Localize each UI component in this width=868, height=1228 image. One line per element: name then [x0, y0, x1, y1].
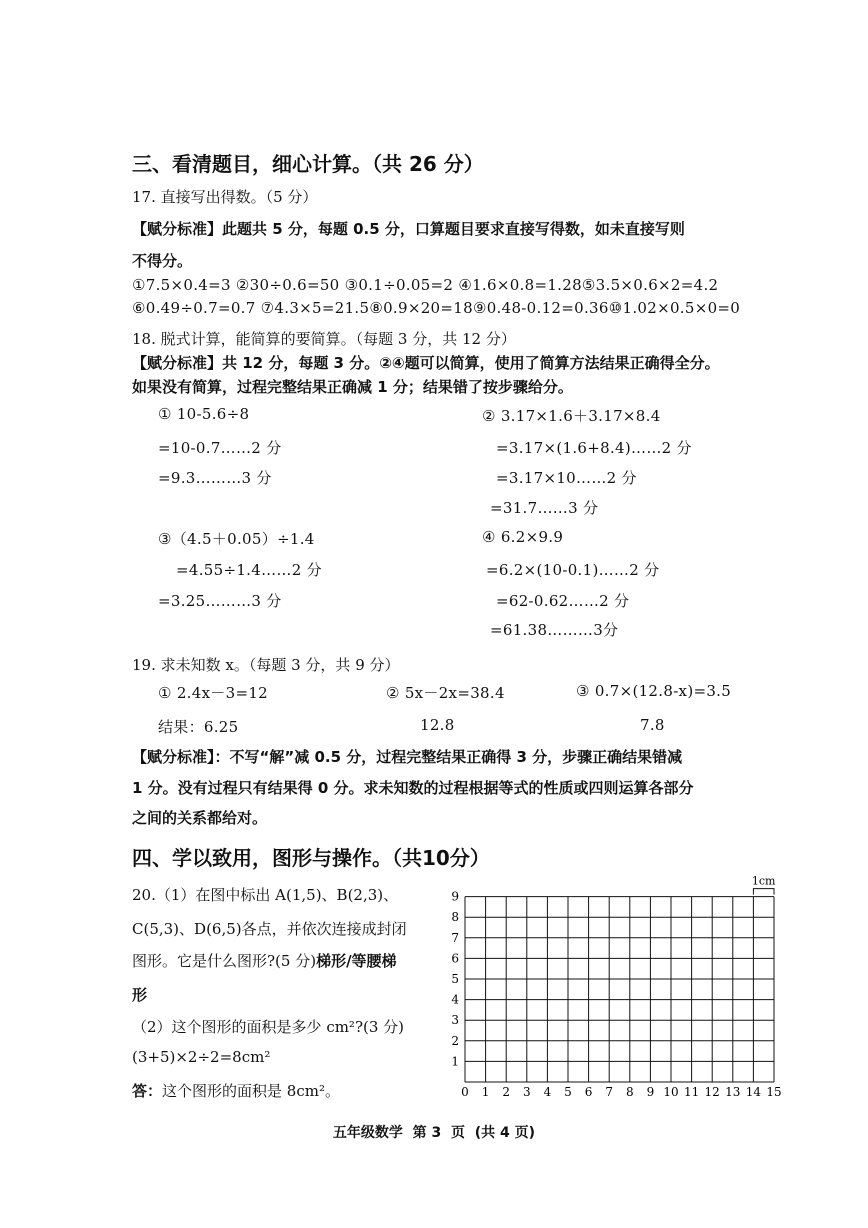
x-tick-label: 12 [704, 1085, 720, 1099]
q17-title: 17. 直接写出得数。（5 分） [132, 188, 318, 206]
q19-eq1: ① 2.4x－3=12 [158, 684, 269, 702]
x-tick-label: 5 [564, 1085, 572, 1099]
x-tick-label: 2 [502, 1085, 511, 1099]
q18-p2-line1: ② 3.17×1.6＋3.17×8.4 [482, 407, 661, 425]
q20-line3-text: 图形。它是什么图形?(5 分) [132, 952, 317, 970]
x-tick-label: 3 [522, 1085, 531, 1099]
q19-result-1: 结果：6.25 [158, 718, 239, 736]
x-tick-label: 14 [745, 1085, 762, 1099]
q17-standard-line2: 不得分。 [132, 252, 193, 270]
q19-eq3: ③ 0.7×(12.8-x)=3.5 [576, 682, 732, 700]
y-tick-label: 6 [451, 951, 459, 966]
x-tick-label: 13 [725, 1085, 741, 1099]
q18-title: 18. 脱式计算，能简算的要简算。（每题 3 分，共 12 分） [132, 330, 516, 348]
q18-p2-line4: =31.7……3 分 [490, 499, 599, 517]
coordinate-grid [440, 870, 800, 1110]
q19-standard-line1: 【赋分标准】：不写“解”减 0.5 分，过程完整结果正确得 3 分，步骤正确结果错减 [132, 748, 683, 766]
x-tick-label: 8 [625, 1085, 634, 1099]
q18-p3-line3: =3.25………3 分 [158, 592, 282, 610]
x-tick-label: 11 [683, 1085, 700, 1099]
section-4-title: 四、学以致用，图形与操作。（共10分） [132, 846, 490, 870]
q19-result-3: 7.8 [640, 716, 665, 734]
y-tick-label: 4 [451, 992, 459, 1007]
q20-answer-text: 这个图形的面积是 8cm²。 [162, 1082, 340, 1100]
q20-answer-line [132, 1080, 340, 1101]
q20-answer-label: 答： [132, 1082, 163, 1100]
q18-p4-line3: =62-0.62……2 分 [496, 592, 630, 610]
x-tick-label: 15 [766, 1085, 782, 1099]
y-tick-label: 2 [451, 1033, 459, 1048]
section-3-title: 三、看清题目，细心计算。（共 26 分） [132, 152, 484, 176]
q19-standard-line3: 之间的关系都给对。 [132, 809, 268, 827]
x-tick-label: 9 [646, 1085, 655, 1099]
scale-label: 1cm [751, 874, 776, 888]
x-tick-label: 6 [584, 1085, 593, 1099]
x-tick-label: 1 [481, 1085, 490, 1099]
q20-shape-answer: 梯形/等腰梯 [316, 952, 397, 970]
q19-result-2: 12.8 [420, 716, 455, 734]
q18-p1-line2: =10-0.7……2 分 [158, 439, 282, 457]
q18-p3-line2: =4.55÷1.4……2 分 [176, 561, 322, 579]
y-tick-label: 7 [451, 930, 459, 945]
q18-p4-line2: =6.2×(10-0.1)……2 分 [486, 561, 660, 579]
q19-eq2: ② 5x－2x=38.4 [386, 684, 505, 702]
q19-standard-line2: 1 分。没有过程只有结果得 0 分。求未知数的过程根据等式的性质或四则运算各部分 [132, 779, 694, 797]
q18-p3-line1: ③（4.5＋0.05）÷1.4 [158, 530, 315, 548]
y-tick-label: 1 [451, 1054, 459, 1069]
q18-p4-line1: ④ 6.2×9.9 [482, 528, 564, 546]
scale-bracket [753, 889, 774, 895]
y-tick-label: 5 [451, 972, 459, 986]
q17-standard-line1: 【赋分标准】此题共 5 分，每题 0.5 分，口算题目要求直接写得数，如未直接写则 [132, 220, 685, 238]
q18-p4-line4: =61.38………3分 [490, 621, 619, 639]
q18-standard-line2: 如果没有简算，过程完整结果正确减 1 分；结果错了按步骤给分。 [132, 378, 573, 396]
q20-line1: 20.（1）在图中标出 A(1,5)、B(2,3)、 [132, 886, 399, 904]
q18-standard-line1: 【赋分标准】共 12 分，每题 3 分。②④题可以简算，使用了简算方法结果正确得全分。 [132, 354, 720, 372]
q20-shape-answer-cont: 形 [132, 986, 148, 1004]
grid-lines [465, 897, 774, 1082]
q17-answers-line1: ①7.5×0.4=3 ②30÷0.6=50 ③0.1÷0.05=2 ④1.6×0.8=1.28⑤3.5×0.6×2=4.2 [132, 276, 719, 294]
x-tick-label: 0 [461, 1085, 469, 1099]
x-tick-label: 10 [663, 1085, 679, 1099]
q18-p1-line3: =9.3………3 分 [158, 469, 272, 487]
x-tick-label: 7 [605, 1085, 614, 1099]
page-footer: 五年级数学 第 3 页 (共 4 页) [332, 1125, 536, 1141]
x-tick-label: 4 [543, 1085, 552, 1099]
y-tick-label: 3 [451, 1013, 459, 1028]
q19-title: 19. 求未知数 x。（每题 3 分，共 9 分） [132, 656, 400, 674]
q18-p2-line2: =3.17×(1.6+8.4)……2 分 [496, 439, 692, 457]
scale-indicator [752, 875, 776, 895]
q17-answers-line2: ⑥0.49÷0.7=0.7 ⑦4.3×5=21.5⑧0.9×20=18⑨0.48-0.12=0.36⑩1.02×0.5×0=0 [132, 299, 741, 317]
y-tick-label: 9 [451, 889, 459, 904]
q20-line2: C(5,3)、D(6,5)各点，并依次连接成封闭 [132, 920, 407, 938]
y-tick-label: 8 [451, 910, 459, 925]
q20-area-calc: (3+5)×2÷2=8cm² [132, 1048, 271, 1066]
q20-line5: （2）这个图形的面积是多少 cm²?(3 分) [132, 1018, 405, 1036]
q18-p1-line1: ① 10-5.6÷8 [158, 405, 250, 423]
grid-labels [451, 890, 781, 1099]
q18-p2-line3: =3.17×10……2 分 [496, 469, 637, 487]
q20-line3 [132, 950, 397, 971]
